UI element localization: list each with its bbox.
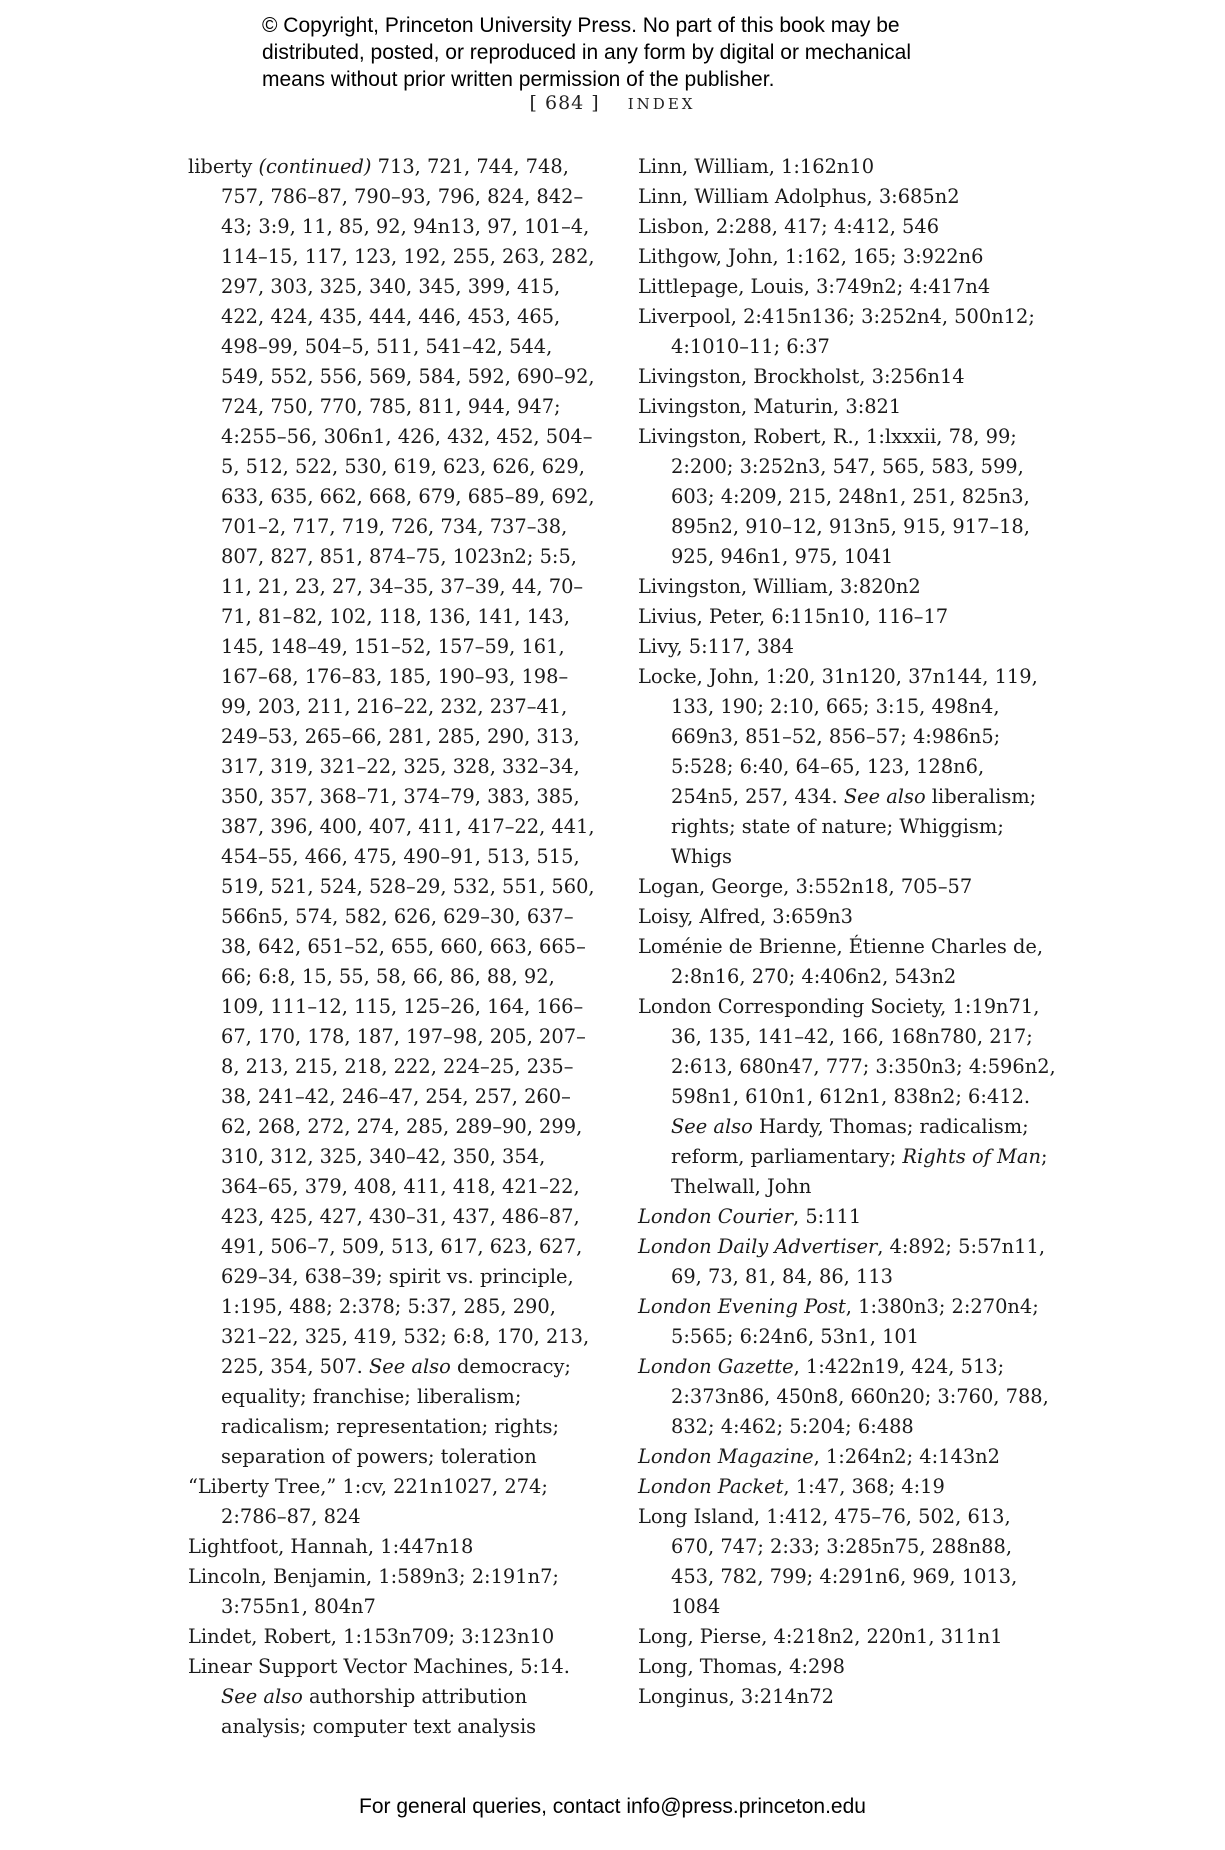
index-entry [638, 1682, 1058, 1712]
index-entry-text: Linn, William Adolphus, 3:685n2 [638, 185, 960, 208]
index-entry-italic-text: Rights of Man [902, 1145, 1041, 1168]
index-entry-text: Lithgow, John, 1:162, 165; 3:922n6 [638, 245, 984, 268]
index-entry-text: Lincoln, Benjamin, 1:589n3; 2:191n7; 3:755n1, 804n7 [188, 1565, 559, 1618]
index-entry-text: Livingston, William, 3:820n2 [638, 575, 921, 598]
index-entry-text: , 1:264n2; 4:143n2 [813, 1445, 1000, 1468]
index-entry [638, 572, 1058, 602]
index-entry-text: ; Thelwall, John [671, 1145, 1048, 1198]
index-entry-italic-text: London Evening Post [638, 1295, 846, 1318]
index-entry [638, 392, 1058, 422]
index-entry-text: Linn, William, 1:162n10 [638, 155, 875, 178]
index-entry [638, 1202, 1058, 1232]
index-column-left [188, 152, 598, 1742]
index-entry-text: Liverpool, 2:415n136; 3:252n4, 500n12; 4:1010–11; 6:37 [638, 305, 1035, 358]
section-title: INDEX [627, 95, 696, 113]
index-entry-text: Locke, John, 1:20, 31n120, 37n144, 119, 133, 190; 2:10, 665; 3:15, 498n4, 669n3, 851–52, 856–57; 4:986n5; 5:528; 6:40, 64–65, 123, 128n6, 254n5, 257, 434. [638, 665, 1038, 808]
index-entry-text: Long, Thomas, 4:298 [638, 1655, 845, 1678]
index-entry [638, 1502, 1058, 1622]
index-entry-text: London Corresponding Society, 1:19n71, 36, 135, 141–42, 166, 168n780, 217; 2:613, 680n47, 777; 3:350n3; 4:596n2, 598n1, 610n1, 612n1, 838n2; 6:412. [638, 995, 1056, 1108]
index-entry-italic-text: (continued) [258, 155, 372, 178]
index-entry-text: liberty [188, 155, 259, 178]
index-entry [638, 1232, 1058, 1292]
index-entry [188, 1472, 598, 1532]
index-entry-text: Loisy, Alfred, 3:659n3 [638, 905, 853, 928]
index-entry [638, 422, 1058, 572]
index-entry [638, 902, 1058, 932]
index-entry-italic-text: See also [369, 1355, 451, 1378]
index-entry [188, 1652, 598, 1742]
index-entry-text: Livingston, Maturin, 3:821 [638, 395, 902, 418]
page-number: [ 684 ] [529, 92, 600, 114]
index-entry-text: Livy, 5:117, 384 [638, 635, 794, 658]
index-column-right [638, 152, 1058, 1712]
copyright-notice [262, 12, 1022, 93]
index-entry-text: Lindet, Robert, 1:153n709; 3:123n10 [188, 1625, 555, 1648]
index-entry-italic-text: See also [221, 1685, 303, 1708]
index-entry [188, 1532, 598, 1562]
index-entry [638, 182, 1058, 212]
index-entry [638, 662, 1058, 872]
index-entry-text: Lisbon, 2:288, 417; 4:412, 546 [638, 215, 940, 238]
copyright-line: © Copyright, Princeton University Press. No part of this book may be [262, 14, 900, 37]
index-entry-text: Loménie de Brienne, Étienne Charles de, 2:8n16, 270; 4:406n2, 543n2 [638, 935, 1044, 988]
index-entry-text: , 1:380n3; 2:270n4; 5:565; 6:24n6, 53n1, 101 [671, 1295, 1039, 1348]
index-entry-text: Logan, George, 3:552n18, 705–57 [638, 875, 973, 898]
index-entry-text: Livingston, Robert, R., 1:lxxxii, 78, 99; 2:200; 3:252n3, 547, 565, 583, 599, 603; 4:209, 215, 248n1, 251, 825n3, 895n2, 910–12, 913n5, 915, 917–18, 925, 946n1, 975, 1041 [638, 425, 1030, 568]
index-entry [188, 1562, 598, 1622]
index-entry [638, 1472, 1058, 1502]
index-entry [638, 1622, 1058, 1652]
copyright-line: means without prior written permission of the publisher. [262, 68, 775, 91]
index-entry-text: , 5:111 [793, 1205, 862, 1228]
index-entry [638, 362, 1058, 392]
index-entry-italic-text: London Magazine [638, 1445, 814, 1468]
running-head [0, 92, 1225, 114]
index-entry-text: Linear Support Vector Machines, 5:14. [188, 1655, 570, 1678]
footer-contact: For general queries, contact info@press.princeton.edu [359, 1795, 866, 1818]
index-entry-text: authorship attribution analysis; computer text analysis [221, 1685, 537, 1738]
index-entry [638, 152, 1058, 182]
index-entry-text: Long, Pierse, 4:218n2, 220n1, 311n1 [638, 1625, 1003, 1648]
index-entry-text: Livingston, Brockholst, 3:256n14 [638, 365, 965, 388]
index-entry [638, 1652, 1058, 1682]
index-entry-text: , 1:47, 368; 4:19 [783, 1475, 945, 1498]
index-entry-text: Hardy, Thomas; radicalism; reform, parliamentary; [671, 1115, 1029, 1168]
index-entry [638, 302, 1058, 362]
index-entry-italic-text: London Daily Advertiser [638, 1235, 878, 1258]
index-entry [638, 932, 1058, 992]
index-entry [638, 872, 1058, 902]
index-entry-text: Longinus, 3:214n72 [638, 1685, 834, 1708]
index-entry-text: liberalism; rights; state of nature; Whiggism; Whigs [671, 785, 1037, 868]
index-entry [638, 272, 1058, 302]
index-entry-text: , 1:422n19, 424, 513; 2:373n86, 450n8, 660n20; 3:760, 788, 832; 4:462; 5:204; 6:488 [671, 1355, 1049, 1438]
index-entry-italic-text: See also [843, 785, 926, 808]
index-entry-text: 713, 721, 744, 748, 757, 786–87, 790–93, 796, 824, 842–43; 3:9, 11, 85, 92, 94n13, 97, 101–4, 114–15, 117, 123, 192, 255, 263, 282, 297, 303, 325, 340, 345, 399, 415, 422, 424, 435, 444, 446, 453, 465, 498–99, 504–5, 511, 541–42, 544, 549, 552, 556, 569, 584, 592, 690–92, 724, 750, 770, 785, 811, 944, 947; 4:255–56, 306n1, 426, 432, 452, 504–5, 512, 522, 530, 619, 623, 626, 629, 633, 635, 662, 668, 679, 685–89, 692, 701–2, 717, 719, 726, 734, 737–38, 807, 827, 851, 874–75, 1023n2; 5:5, 11, 21, 23, 27, 34–35, 37–39, 44, 70–71, 81–82, 102, 118, 136, 141, 143, 145, 148–49, 151–52, 157–59, 161, 167–68, 176–83, 185, 190–93, 198–99, 203, 211, 216–22, 232, 237–41, 249–53, 265–66, 281, 285, 290, 313, 317, 319, 321–22, 325, 328, 332–34, 350, 357, 368–71, 374–79, 383, 385, 387, 396, 400, 407, 411, 417–22, 441, 454–55, 466, 475, 490–91, 513, 515, 519, 521, 524, 528–29, 532, 551, 560, 566n5, 574, 582, 626, 629–30, 637–38, 642, 651–52, 655, 660, 663, 665–66; 6:8, 15, 55, 58, 66, 86, 88, 92, 109, 111–12, 115, 125–26, 164, 166–67, 170, 178, 187, 197–98, 205, 207–8, 213, 215, 218, 222, 224–25, 235–38, 241–42, 246–47, 254, 257, 260–62, 268, 272, 274, 285, 289–90, 299, 310, 312, 325, 340–42, 350, 354, 364–65, 379, 408, 411, 418, 421–22, 423, 425, 427, 430–31, 437, 486–87, 491, 506–7, 509, 513, 617, 623, 627, 629–34, 638–39; spirit vs. principle, 1:195, 488; 2:378; 5:37, 285, 290, 321–22, 325, 419, 532; 6:8, 170, 213, 225, 354, 507. [221, 155, 595, 1378]
index-entry-text: , 4:892; 5:57n11, 69, 73, 81, 84, 86, 113 [671, 1235, 1045, 1288]
index-entry [188, 152, 598, 1472]
index-entry [638, 212, 1058, 242]
index-entry [638, 1442, 1058, 1472]
index-entry [638, 1352, 1058, 1442]
index-entry-text: democracy; equality; franchise; liberalism; radicalism; representation; rights; separation of powers; toleration [221, 1355, 571, 1468]
index-entry-text: “Liberty Tree,” 1:cv, 221n1027, 274; 2:786–87, 824 [188, 1475, 548, 1528]
index-entry-text: Lightfoot, Hannah, 1:447n18 [188, 1535, 474, 1558]
index-entry [188, 1622, 598, 1652]
copyright-line: distributed, posted, or reproduced in any form by digital or mechanical [262, 41, 912, 64]
index-entry [638, 242, 1058, 272]
index-entry-italic-text: London Courier [638, 1205, 793, 1228]
index-entry [638, 602, 1058, 632]
index-entry-italic-text: See also [671, 1115, 753, 1138]
index-entry-text: Livius, Peter, 6:115n10, 116–17 [638, 605, 949, 628]
index-entry-text: Long Island, 1:412, 475–76, 502, 613, 670, 747; 2:33; 3:285n75, 288n88, 453, 782, 799; 4:291n6, 969, 1013, 1084 [638, 1505, 1018, 1618]
index-entry [638, 632, 1058, 662]
index-entry [638, 1292, 1058, 1352]
index-entry-italic-text: London Gazette [638, 1355, 794, 1378]
index-entry-italic-text: London Packet [638, 1475, 784, 1498]
index-entry-text: Littlepage, Louis, 3:749n2; 4:417n4 [638, 275, 991, 298]
index-entry [638, 992, 1058, 1202]
